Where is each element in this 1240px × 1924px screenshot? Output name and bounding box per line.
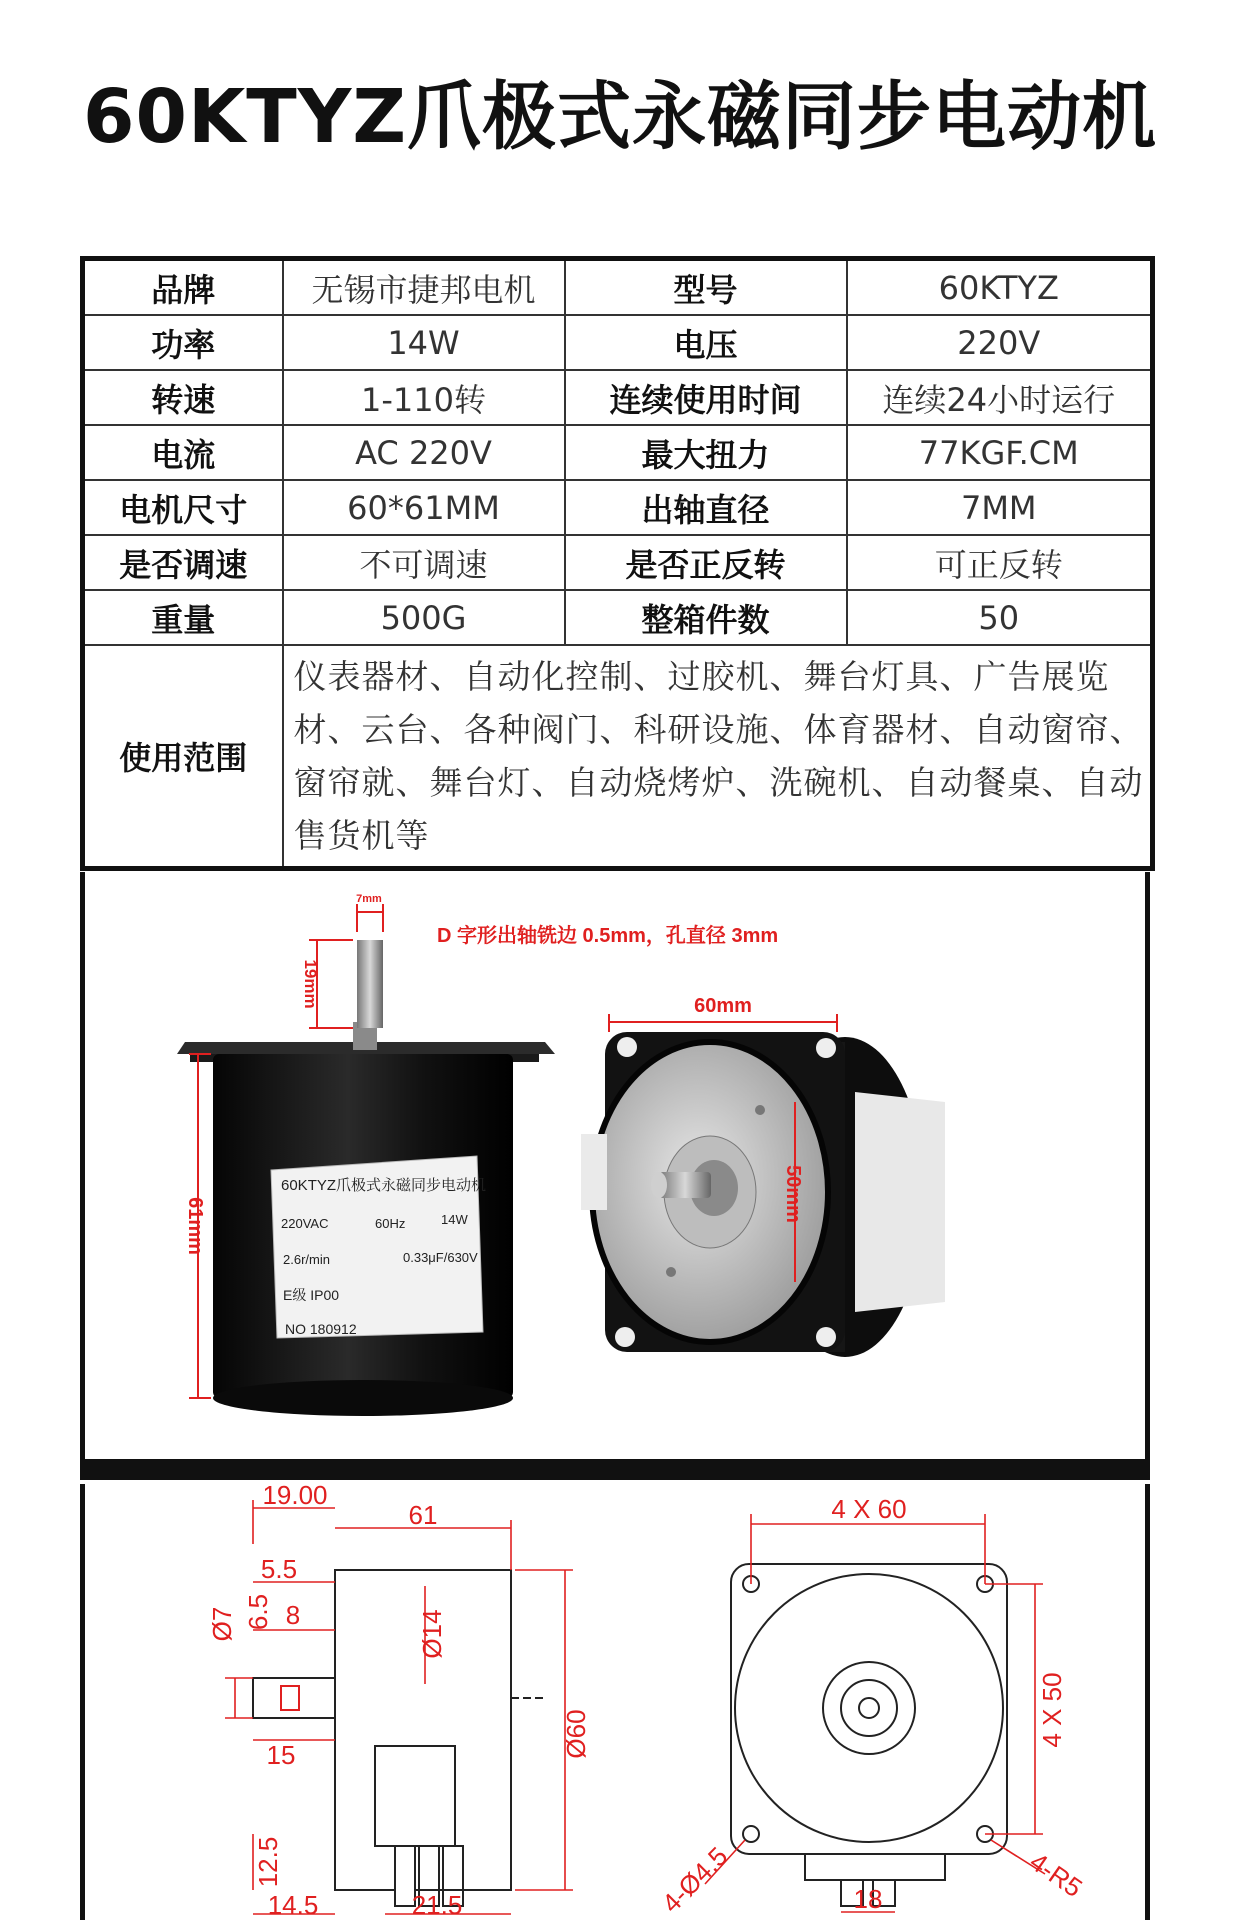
- motor-photo-panel: [80, 872, 1150, 1464]
- spec-value: 50: [847, 590, 1153, 645]
- dim-8: 8: [285, 1600, 301, 1630]
- dim-14-5: 14.5: [267, 1890, 319, 1920]
- motor-label-line: 220VAC: [281, 1216, 329, 1231]
- motor-label-line: 14W: [441, 1212, 468, 1227]
- dim-shaft-diameter: 7mm: [356, 893, 382, 905]
- dim-12-5: 12.5: [253, 1836, 283, 1888]
- spec-label: 是否正反转: [565, 535, 847, 590]
- usage-label: 使用范围: [83, 645, 283, 869]
- spec-label: 品牌: [83, 259, 283, 316]
- dim-phi7: Ø7: [207, 1606, 237, 1642]
- spec-label: 功率: [83, 315, 283, 370]
- spec-label: 型号: [565, 259, 847, 316]
- dim-5-5: 5.5: [260, 1554, 298, 1584]
- spec-label: 出轴直径: [565, 480, 847, 535]
- dim-motor-height: 61mm: [184, 1197, 206, 1255]
- dim-6-5: 6.5: [243, 1593, 273, 1631]
- spec-label: 整箱件数: [565, 590, 847, 645]
- usage-text: 仪表器材、自动化控制、过胶机、舞台灯具、广告展览材、云台、各种阀门、科研设施、体育器材、自动窗帘、窗帘就、舞台灯、自动烧烤炉、洗碗机、自动餐桌、自动售货机等: [283, 645, 1153, 869]
- motor-front-view: [581, 1032, 945, 1357]
- dim-4x50: 4 X 50: [1037, 1672, 1067, 1748]
- dim-phi60: Ø60: [561, 1709, 591, 1759]
- dim-18: 18: [853, 1884, 883, 1914]
- dim-15: 15: [266, 1740, 296, 1770]
- technical-drawing: [85, 1484, 1145, 1920]
- spec-row: [83, 259, 1153, 316]
- spec-row: [83, 480, 1153, 535]
- spec-value: 可正反转: [847, 535, 1153, 590]
- shaft-note: D 字形出轴铣边 0.5mm，孔直径 3mm: [437, 925, 779, 947]
- spec-value: 1-110转: [283, 370, 565, 425]
- spec-row: [83, 590, 1153, 645]
- spec-value: 220V: [847, 315, 1153, 370]
- panel-divider: [80, 1464, 1150, 1480]
- drawing-front-view: [731, 1564, 1007, 1906]
- spec-value: 14W: [283, 315, 565, 370]
- motor-label-line: NO 180912: [285, 1321, 357, 1337]
- dim-21-5: 21.5: [411, 1890, 463, 1920]
- spec-value: 77KGF.CM: [847, 425, 1153, 480]
- spec-row-usage: [83, 645, 1153, 869]
- spec-value: 500G: [283, 590, 565, 645]
- motor-label-line: E级 IP00: [283, 1287, 340, 1303]
- motor-label-line: 60Hz: [375, 1216, 406, 1231]
- spec-label: 电流: [83, 425, 283, 480]
- dim-4-r5: 4-R5: [1024, 1846, 1088, 1904]
- spec-label: 电机尺寸: [83, 480, 283, 535]
- page-title: 60KTYZ爪极式永磁同步电动机: [82, 74, 1158, 160]
- spec-table: [80, 256, 1155, 871]
- spec-label: 是否调速: [83, 535, 283, 590]
- dim-inner: 50mm: [782, 1165, 804, 1223]
- spec-value: 不可调速: [283, 535, 565, 590]
- motor-label-line: 0.33μF/630V: [403, 1250, 478, 1265]
- motor-photo: [85, 872, 1145, 1459]
- dim-4x60: 4 X 60: [831, 1494, 907, 1524]
- dim-4-phi4-5: 4-Ø4.5: [655, 1840, 734, 1919]
- motor-label-line: 60KTYZ爪极式永磁同步电动机: [281, 1177, 487, 1194]
- motor-label-line: 2.6r/min: [283, 1252, 330, 1267]
- dim-phi14: Ø14: [417, 1609, 447, 1659]
- spec-label: 最大扭力: [565, 425, 847, 480]
- dim-shaft-length: 19mm: [301, 959, 320, 1009]
- spec-value: AC 220V: [283, 425, 565, 480]
- dim-motor-width: 60mm: [694, 995, 752, 1017]
- spec-value: 60*61MM: [283, 480, 565, 535]
- spec-row: [83, 425, 1153, 480]
- dim-19: 19.00: [262, 1484, 328, 1510]
- spec-row: [83, 370, 1153, 425]
- spec-value: 7MM: [847, 480, 1153, 535]
- dim-61: 61: [408, 1500, 438, 1530]
- spec-label: 重量: [83, 590, 283, 645]
- spec-label: 转速: [83, 370, 283, 425]
- spec-row: [83, 315, 1153, 370]
- spec-label: 连续使用时间: [565, 370, 847, 425]
- spec-value: 无锡市捷邦电机: [283, 259, 565, 316]
- spec-value: 60KTYZ: [847, 259, 1153, 316]
- technical-drawing-panel: [80, 1484, 1150, 1920]
- spec-value: 连续24小时运行: [847, 370, 1153, 425]
- spec-label: 电压: [565, 315, 847, 370]
- spec-row: [83, 535, 1153, 590]
